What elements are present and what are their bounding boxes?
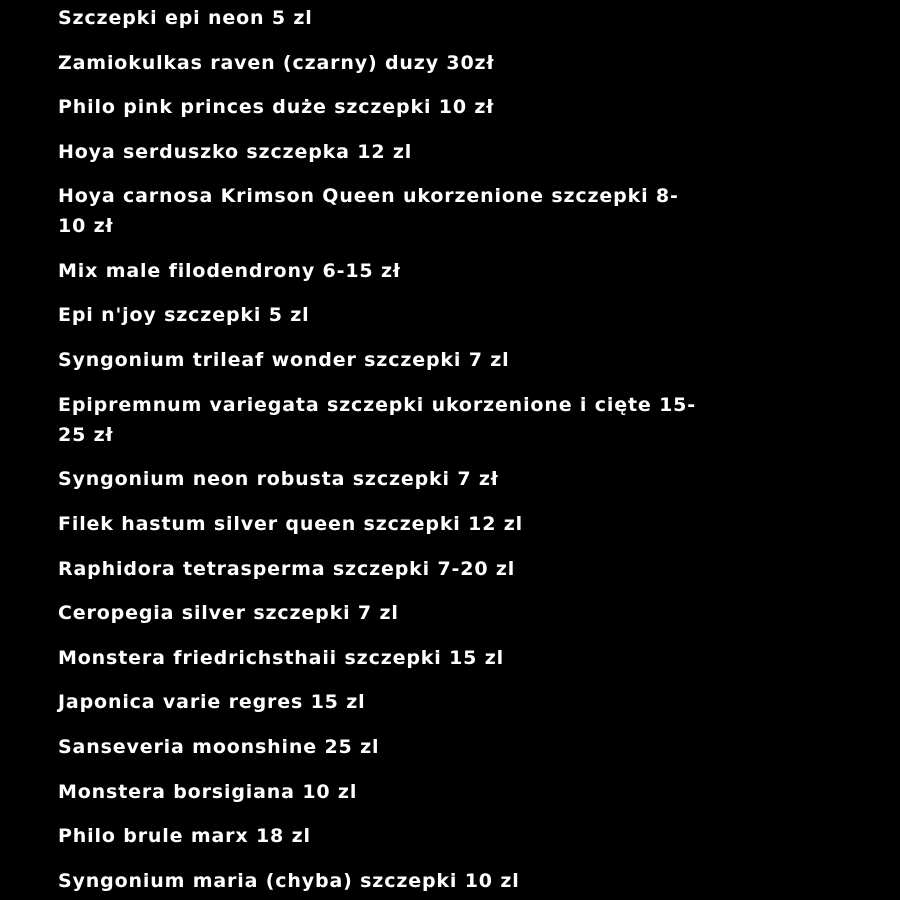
list-item: Syngonium neon robusta szczepki 7 zł (58, 468, 499, 490)
list-item: Filek hastum silver queen szczepki 12 zl (58, 513, 524, 535)
list-item: Philo pink princes duże szczepki 10 zł (58, 96, 495, 118)
list-item: Epipremnum variegata szczepki ukorzenione i cięte 15- 25 zł (58, 394, 696, 446)
list-item: Philo brule marx 18 zl (58, 825, 311, 847)
list-item: Szczepki epi neon 5 zl (58, 7, 313, 29)
list-item: Syngonium trileaf wonder szczepki 7 zl (58, 349, 510, 371)
list-item: Epi n'joy szczepki 5 zl (58, 304, 310, 326)
list-item: Hoya carnosa Krimson Queen ukorzenione szczepki 8- 10 zł (58, 185, 679, 237)
list-item: Syngonium maria (chyba) szczepki 10 zl (58, 870, 520, 892)
list-item: Sanseveria moonshine 25 zl (58, 736, 380, 758)
list-item: Monstera friedrichsthaii szczepki 15 zl (58, 647, 504, 669)
list-item: Monstera borsigiana 10 zl (58, 781, 358, 803)
list-item: Zamiokulkas raven (czarny) duzy 30zł (58, 52, 495, 74)
list-item: Raphidora tetrasperma szczepki 7-20 zl (58, 558, 516, 580)
list-item: Ceropegia silver szczepki 7 zl (58, 602, 399, 624)
list-item: Mix male filodendrony 6-15 zł (58, 260, 401, 282)
list-item: Japonica varie regres 15 zl (58, 691, 366, 713)
list-item: Hoya serduszko szczepka 12 zl (58, 141, 413, 163)
